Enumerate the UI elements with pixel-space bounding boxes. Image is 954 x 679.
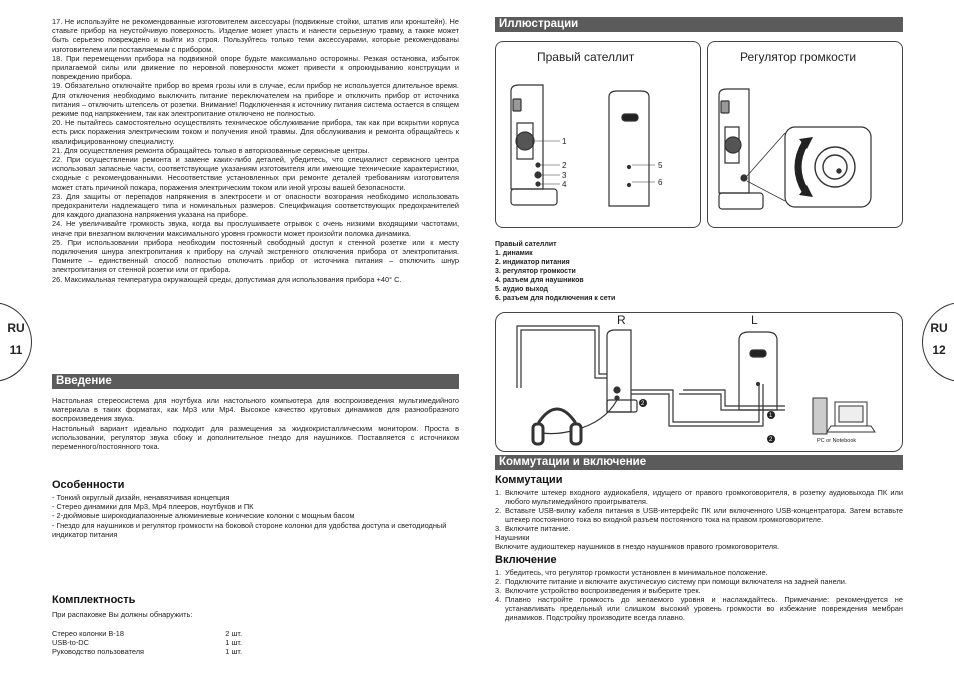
- features-list: [52, 493, 459, 539]
- kit-list: [52, 629, 242, 656]
- kit-row: [52, 629, 242, 638]
- speaker-side-view: [511, 85, 557, 205]
- step-text: Включите устройство воспроизведения и выберите трек.: [505, 586, 701, 596]
- kit-qty: 1 шт.: [225, 647, 242, 656]
- kit-row: [52, 638, 242, 647]
- safety-para: 20. Не пытайтесь самостоятельно осуществлять техническое обслуживание прибора, так как при вскрытии корпуса есть риск поражения электрическим током и получения иной травмы. Для обслуживания и ремонта обращайтесь к квалифицированному специалисту.: [52, 118, 459, 146]
- step-number: 1.: [495, 568, 502, 578]
- safety-para: 17. Не используйте не рекомендованные изготовителем аксессуары (подвижные стойки, штатив или кронштейн). Не ставьте прибор на неустойчивую поверхность. Изделие может упасть и нанести серьезную травму, а также может быть серьезно повреждено и выйти из строя. Пользуйтесь только теми аксессуарами, которые рекомендованы изготовителем или поставляемым с прибором.: [52, 17, 459, 54]
- safety-para: 18. При перемещении прибора на подвижной опоре будьте максимально осторожны. Резкая остановка, избыток прилагаемой силы или движение по неровной поверхности может привести к опрокидыванию конструкции и повреждению прибора.: [52, 53, 459, 82]
- kit-qty: 2 шт.: [225, 629, 242, 638]
- legend-item: 2. индикатор питания: [495, 259, 570, 266]
- channel-right-label: R: [617, 313, 626, 327]
- volume-control-illustration: [707, 41, 903, 228]
- tab-page-number: 12: [932, 343, 946, 357]
- legend-item: 1. динамик: [495, 250, 533, 257]
- headphones-icon: [533, 409, 581, 444]
- callout-4: 4: [562, 180, 567, 189]
- tab-lang: RU: [7, 321, 25, 335]
- feature-item: - 2-дюймовые широкодиапазонные алюминиевые конические колонки с мощным басом: [52, 511, 355, 521]
- page-tab-right: [922, 302, 954, 382]
- connection-step-2: 2: [641, 401, 645, 407]
- safety-para: 22. При осуществлении ремонта и замене каких-либо деталей, убедитесь, что специалист сервисного центра использовал запасные части, соответствующие указаниям изготовителя или имеющие технические характеристики, сходные с рекомендованными. Несоответствие установленных при ремонте деталей требованиям изготовителя может стать причиной пожара, поражения электрическим током или иной угрозы вашей безопасности.: [52, 155, 459, 192]
- callout-lines-right: [632, 165, 655, 182]
- feature-item: - Гнездо для наушников и регулятор громкости на боковой стороне колонки для удобства доступа и светодиодный индикатор питания: [52, 520, 447, 539]
- connection-step-1: 1: [769, 413, 773, 419]
- step-number: 1.: [495, 488, 502, 497]
- kit-name: Стерео колонки В-18: [52, 629, 125, 638]
- callout-3: 3: [562, 171, 567, 180]
- safety-para: 25. При использовании прибора необходим постоянный свободный доступ к стенной розетке или к месту подключения шнура электропитания к прибору на случай экстренного отключения прибора от электропитания. Помните – единственный способ полностью отключить прибор от источника питания – отключить шнур электропитания от стенной розетки или от прибора.: [52, 237, 459, 275]
- features-heading: Особенности: [52, 479, 125, 491]
- headphones-text: Включите аудиоштекер наушников в гнездо наушников правого громкоговорителя.: [495, 542, 780, 552]
- intro-text: [52, 396, 459, 451]
- kit-qty: 1 шт.: [225, 638, 242, 647]
- speaker-side-view-volume: [719, 89, 763, 209]
- right-satellite-illustration: [495, 41, 701, 228]
- pc-notebook-icon: [813, 398, 875, 434]
- step-number: 2.: [495, 506, 502, 515]
- step-text: Включите штекер входного аудиокабеля, идущего от правого громкоговорителя, в розетку аудиовыхода ПК или любого мультимедийного проигрывателя.: [505, 488, 903, 506]
- power-on-step: [495, 595, 903, 622]
- intro-para: Настольный вариант идеально подходит для размещения за жидкокристаллическим монитором. Проста в использовании, регулятор звука сбоку и дополнительное гнездо для наушников. Поставляется с источником переменного/постоянного тока.: [52, 423, 459, 452]
- pc-label: PC or Notebook: [817, 438, 857, 444]
- callout-numbers: [562, 137, 663, 189]
- connection-diagram: [495, 312, 903, 452]
- callout-1: 1: [562, 137, 567, 146]
- intro-section-bar: Введение: [52, 374, 459, 389]
- commutation-step: [495, 524, 903, 533]
- safety-para: 21. Для осуществления ремонта обращайтесь только в авторизованные сервисные центры.: [52, 145, 370, 155]
- step-text: Вставьте USB-вилку кабеля питания в USB-интерфейс ПК или включенного USB-концентратора. Затем вставьте штекер постоянного тока во входной разъем постоянного тока на правом громкоговорителе.: [505, 506, 903, 524]
- power-on-step: [495, 568, 903, 577]
- tab-page-number: 11: [9, 343, 23, 357]
- step-text: Подключите питание и включите акустическую систему при помощи включателя на задней панели.: [505, 577, 847, 587]
- kit-name: Руководство пользователя: [52, 647, 145, 656]
- speaker-rear-view: [609, 91, 649, 206]
- feature-item: - Стерео динамики для Mp3, Mp4 плееров, ноутбуков и ПК: [52, 502, 254, 512]
- channel-left-label: L: [751, 313, 758, 327]
- step-text: Плавно настройте громкость до желаемого уровня и наслаждайтесь. Примечание: рекомендуется не устанавливать предельный или слишком высокий уровень громкости во избежание повреждения мембран динамиков. Подстройку производите всегда плавно.: [505, 595, 903, 623]
- kit-intro: При распаковке Вы должны обнаружить:: [52, 610, 193, 619]
- step-text: Убедитесь, что регулятор громкости установлен в минимальное положение.: [505, 568, 768, 578]
- right-page-text: [495, 474, 903, 622]
- volume-control-title: Регулятор громкости: [740, 50, 857, 64]
- intro-para: Настольная стереосистема для ноутбука или настольного компьютера для воспроизведения мультимедийного материала в таких форматах, как Mp3 или Mp4. Высокое качество круговых динамиков для разнообразного воспроизведения звука.: [52, 396, 459, 424]
- page-tab-left: [0, 302, 32, 382]
- commutation-step: [495, 506, 903, 524]
- illustrations-section-bar: Иллюстрации: [495, 17, 903, 32]
- right-speaker-rear: [607, 330, 637, 412]
- headphones-heading: Наушники: [495, 533, 530, 542]
- power-on-steps: [495, 568, 903, 622]
- callout-2: 2: [562, 161, 567, 170]
- power-on-heading: Включение: [495, 554, 557, 567]
- callout-6: 6: [658, 178, 663, 187]
- commutation-step: [495, 488, 903, 506]
- parts-legend: [495, 240, 615, 303]
- step-text: Включите питание.: [505, 524, 571, 533]
- legend-item: 5. аудио выход: [495, 286, 548, 293]
- safety-para: 19. Обязательно отключайте прибор во время грозы или в случае, если прибор не используется длительное время. Для отключения необходимо выключить питание переключателем на приборе и отключить прибор от источника питания – отключить штепсель от розетки. Внимание! Подключенная к источнику питания система остается в спящем режиме под напряжением, так как электропитание отключено не полностью.: [52, 81, 459, 119]
- kit-row: [52, 647, 242, 656]
- right-satellite-title: Правый сателлит: [537, 50, 635, 64]
- safety-list: [52, 17, 459, 284]
- kit-heading: Комплектность: [52, 594, 136, 606]
- step-number: 3.: [495, 524, 502, 533]
- feature-item: - Тонкий округлый дизайн, ненавязчивая концепция: [52, 493, 230, 502]
- power-on-step: [495, 586, 903, 595]
- commutation-heading: Коммутации: [495, 474, 563, 486]
- safety-para: 23. Для защиты от перепадов напряжения в электросети и от опасности возгорания необходимо использовать предохранители надлежащего типа и номинальных размеров. Спецификация соответствующих предохранителей для каждого диапазона напряжения указана на приборе.: [52, 191, 459, 220]
- connection-step-2: 2: [769, 437, 773, 443]
- tab-lang: RU: [930, 321, 948, 335]
- step-number: 4.: [495, 595, 502, 605]
- cables: [517, 326, 785, 434]
- legend-title: Правый сателлит: [495, 241, 557, 248]
- commutation-steps: [495, 488, 903, 533]
- safety-para: 26. Максимальная температура окружающей среды, допустимая для использования прибора +40° С.: [52, 274, 402, 284]
- left-speaker-rear: [739, 332, 777, 410]
- step-number: 2.: [495, 577, 502, 587]
- step-number: 3.: [495, 586, 502, 596]
- legend-item: 3. регулятор громкости: [495, 268, 576, 275]
- legend-item: 6. разъем для подключения к сети: [495, 295, 616, 302]
- kit-name: USB-to-DC: [52, 638, 89, 647]
- legend-item: 4. разъем для наушников: [495, 277, 584, 284]
- safety-para: 24. Не увеличивайте громкость звука, когда вы прослушиваете отрывок с очень низкими входящими частотами, иначе при внезапном включении максимального уровня громкости может произойти поломка динамика.: [52, 219, 459, 238]
- connection-section-bar: Коммутации и включение: [495, 455, 903, 470]
- callout-5: 5: [658, 161, 663, 170]
- power-on-step: [495, 577, 903, 586]
